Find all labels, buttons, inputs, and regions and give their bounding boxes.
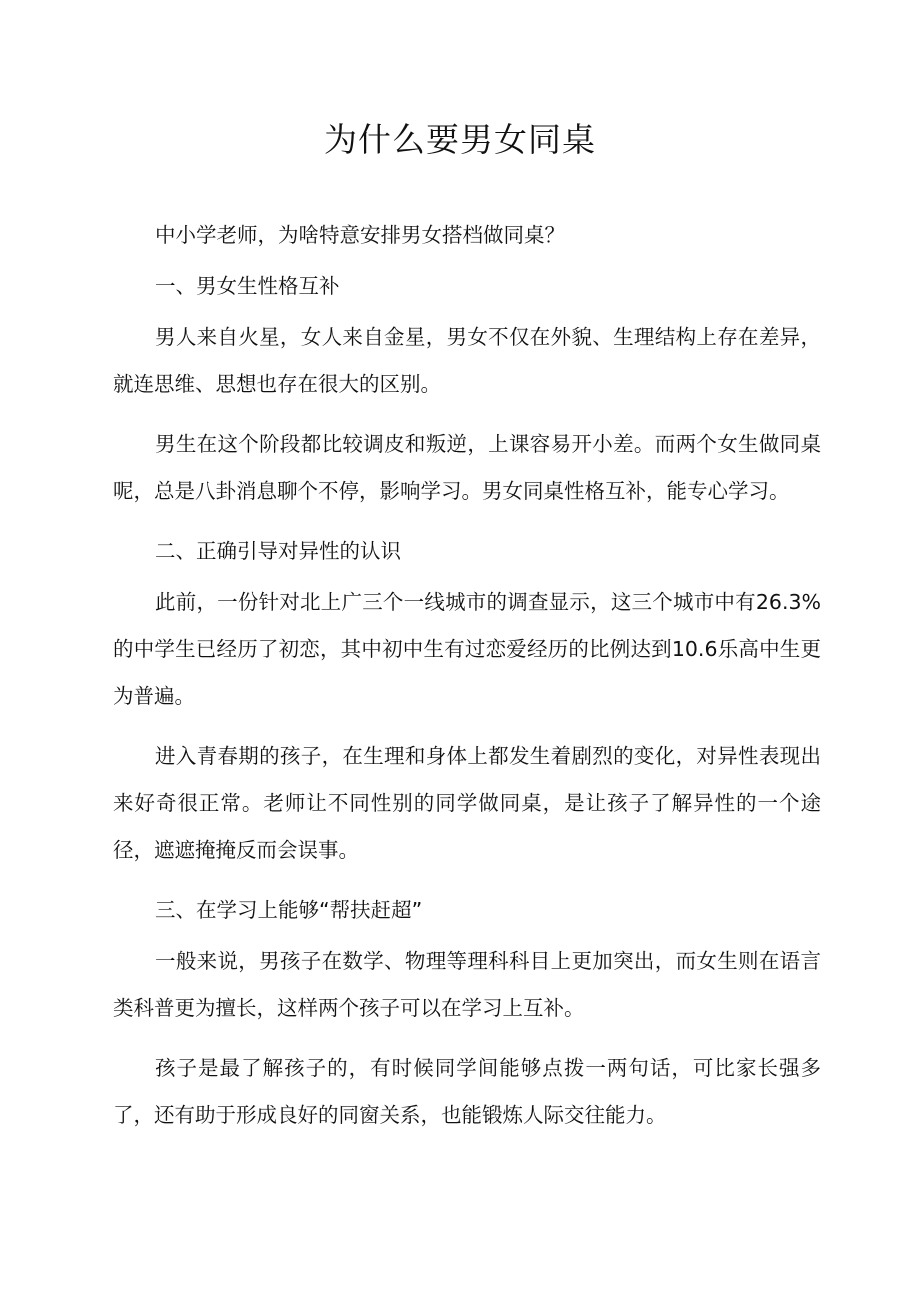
section-heading-3: 三、在学习上能够“帮扶赶超” xyxy=(155,898,423,922)
document-title: 为什么要男女同桌 xyxy=(324,120,596,159)
paragraph-2: 男生在这个阶段都比较调皮和叛逆，上课容易开小差。而两个女生做同桌呢，总是八卦消息聊个不停，影响学习。男女同桌性格互补，能专心学习。 xyxy=(113,432,821,503)
section-heading-2: 二、正确引导对异性的认识 xyxy=(155,539,401,563)
paragraph-5: 一般来说，男孩子在数学、物理等理科科目上更加突出，而女生则在语言类科普更为擅长，这样两个孩子可以在学习上互补。 xyxy=(113,949,821,1020)
paragraph-1: 男人来自火星，女人来自金星，男女不仅在外貌、生理结构上存在差异，就连思维、思想也存在很大的区别。 xyxy=(113,325,821,396)
document-body xyxy=(113,212,821,1152)
paragraph-4: 进入青春期的孩子，在生理和身体上都发生着剧烈的变化，对异性表现出来好奇很正常。老师让不同性别的同学做同桌，是让孩子了解异性的一个途径，遮遮掩掩反而会误事。 xyxy=(113,744,821,862)
section-heading-1: 一、男女生性格互补 xyxy=(155,274,340,298)
paragraph-6: 孩子是最了解孩子的，有时候同学间能够点拨一两句话，可比家长强多了，还有助于形成良好的同窗关系，也能锻炼人际交往能力。 xyxy=(113,1056,821,1127)
intro-question: 中小学老师，为啥特意安排男女搭档做同桌？ xyxy=(155,223,565,247)
paragraph-3: 此前，一份针对北上广三个一线城市的调查显示，这三个城市中有26.3%的中学生已经历了初恋，其中初中生有过恋爱经历的比例达到10.6乐高中生更为普遍。 xyxy=(113,590,821,708)
